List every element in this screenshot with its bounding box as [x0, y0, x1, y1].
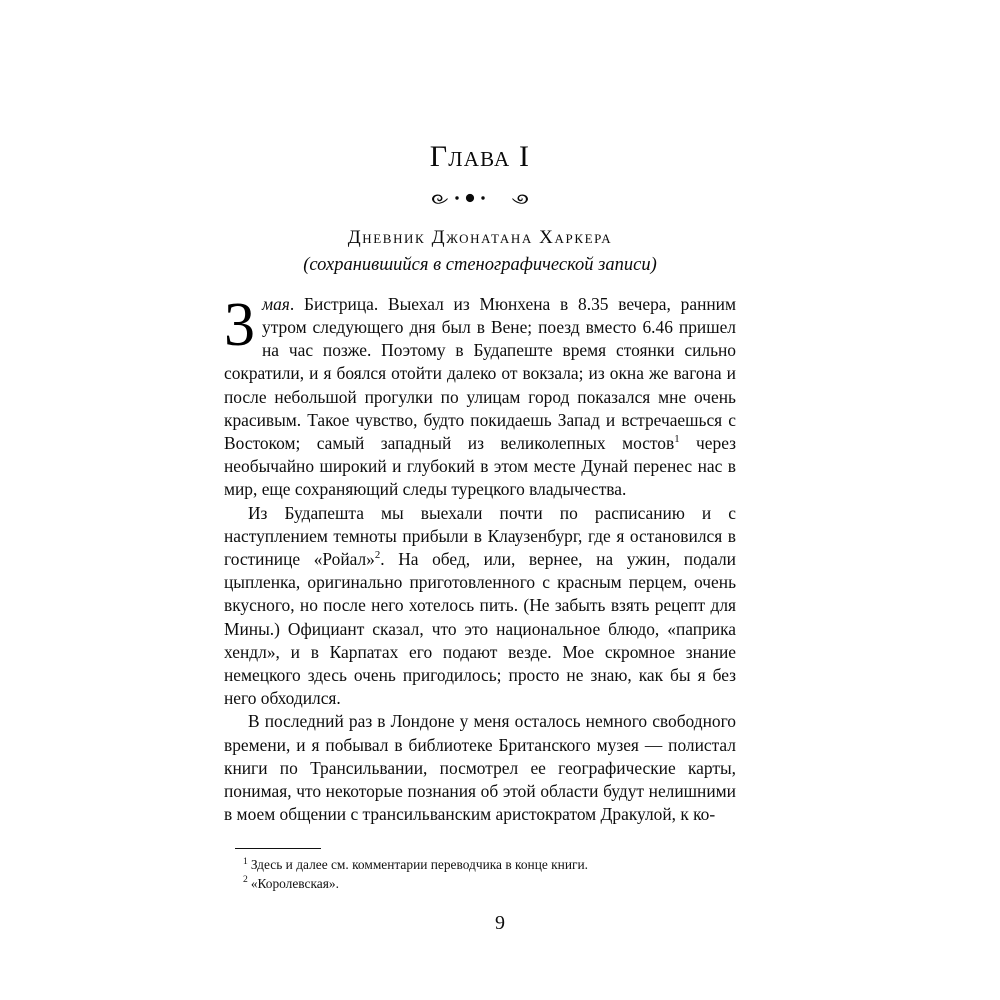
footnote-item-2 — [235, 875, 735, 894]
footnote-marker-2: 2 — [243, 874, 248, 886]
paragraph-1 — [224, 290, 736, 502]
footnote-marker-1: 1 — [243, 855, 248, 867]
footnote-separator-rule — [235, 848, 321, 849]
paragraph-2-text-b: . На обед, или, вернее, на ужин, подали цыпленка, оригинально приготовленного с красным перцем, очень вкусного, но после него хотелось пить. (Не забыть взять рецепт для Мины.) Официант сказал, что это национальное блюдо, «паприка хендл», и в Карпатах его подают везде. Мое скромное знание немецкого здесь очень пригодилось; просто не знаю, как бы я без него обходился. — [224, 548, 736, 709]
paragraph-2-text-a: Из Будапешта мы выехали почти по расписанию и с наступлением темноты прибыли в Клаузенбург, где я остановился в гостинице «Ройал» — [224, 502, 736, 569]
section-heading: Дневник Джонатана Харкера — [347, 227, 613, 248]
footnote-ref-2[interactable]: 2 — [374, 549, 381, 562]
footnote-text-1: Здесь и далее см. комментарии переводчика в конце книги. — [250, 857, 589, 872]
fleuron-divider-ornament — [224, 189, 736, 207]
footnotes-area — [235, 848, 735, 893]
footnote-ref-1[interactable]: 1 — [674, 433, 680, 446]
paragraph-3: В последний раз в Лондоне у меня осталось немного свободного времени, и я побывал в библиотеке Британского музея — полистал книги по Трансильвании, посмотрел ее географические карты, понимая, что некоторые познания об этой области будут нелишними в моем общении с трансильванским аристократом Дракулой, к ко- — [224, 711, 736, 825]
paragraph-1-text-a: . Бистрица. Выехал из Мюнхена в 8.35 вечера, ранним утром следующего дня был в Вене; поезд вместо 6.46 пришел на час позже. Поэтому в Будапеште время стоянки сильно сократили, и я боялся отойти далеко от вокзала; из окна же вагона и после небольшой прогулки по улицам город показался мне очень красивым. Такое чувство, будто покидаешь Запад и встречаешься с Востоком; самый западный из великолепных мостов — [224, 293, 736, 453]
paragraph-2 — [224, 502, 736, 711]
drop-cap: 3 — [224, 290, 255, 359]
footnote-text-2: «Королевская». — [250, 875, 339, 891]
section-subtitle: (сохранившийся в стенографической записи) — [303, 254, 657, 275]
paragraph-1-lead-italic: мая — [262, 293, 290, 314]
chapter-title: Глава I — [429, 140, 531, 173]
footnote-item-1 — [235, 856, 735, 875]
page-number: 9 — [495, 912, 505, 934]
body-copy — [224, 290, 736, 827]
paragraph-1-text-b: через необычайно широкий и глубокий в этом месте Дунай перенес нас в мир, еще сохраняющий следы турецкого владычества. — [224, 432, 736, 500]
text-block — [224, 140, 736, 826]
